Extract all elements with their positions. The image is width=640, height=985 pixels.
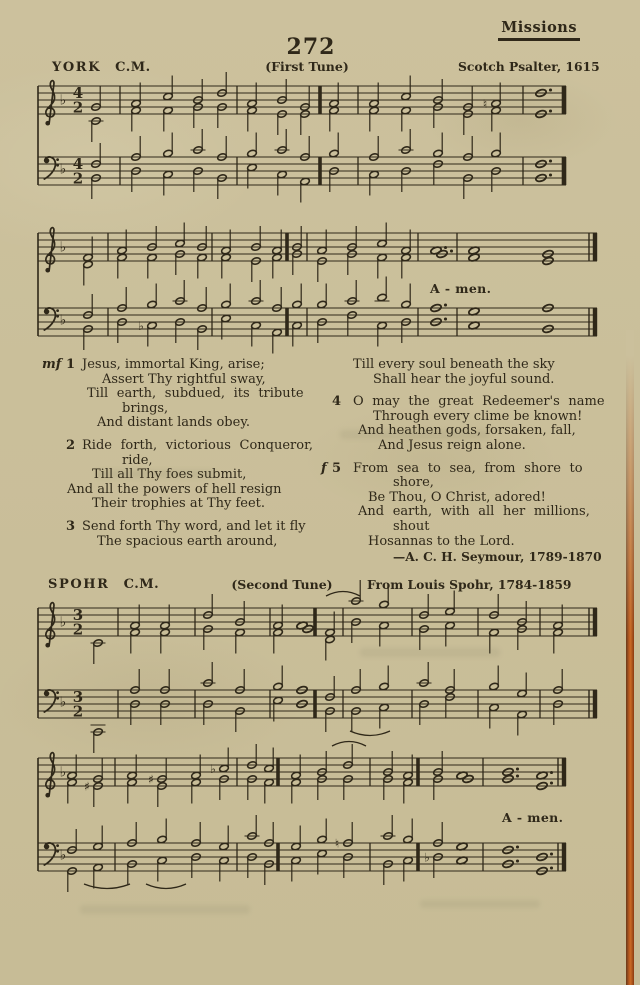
verse-number: 4 xyxy=(332,394,342,410)
verse-text: Their trophies at Thy feet. xyxy=(92,496,266,512)
svg-text:♯: ♯ xyxy=(148,772,154,787)
verse-text: Hosannas to the Lord. xyxy=(368,533,515,549)
svg-text:4: 4 xyxy=(72,84,84,103)
verse-text: brings, xyxy=(122,400,169,416)
verse-text: And earth, with all her millions, xyxy=(358,504,590,520)
svg-text:2: 2 xyxy=(72,169,84,188)
treble-clef-icon xyxy=(45,603,54,648)
bleed-through-smudge xyxy=(360,648,500,657)
second-tune-label: (Second Tune) xyxy=(231,577,333,592)
verse-text: And all the powers of hell resign xyxy=(67,481,282,497)
verse-text: Send forth Thy word, and let it fly xyxy=(82,518,306,534)
svg-text:♮: ♮ xyxy=(482,97,488,111)
svg-text:♮: ♮ xyxy=(334,836,340,851)
verse-line xyxy=(321,373,613,388)
verse-line xyxy=(42,402,334,417)
svg-text:3: 3 xyxy=(72,688,84,707)
treble-clef-icon xyxy=(45,228,54,273)
verse-line xyxy=(42,497,334,512)
amen-label-second-tune: A - men. xyxy=(502,810,564,825)
dynamic-marking: f xyxy=(321,460,327,476)
verse-line xyxy=(321,476,613,491)
verse-number: 5 xyxy=(332,460,342,476)
svg-text:♭: ♭ xyxy=(424,850,430,865)
verse-line xyxy=(42,358,334,373)
verse-line xyxy=(321,439,613,454)
verse-1 xyxy=(42,358,334,431)
verse-text: shore, xyxy=(393,475,434,491)
first-tune-meter: C.M. xyxy=(115,60,151,75)
verse-text: shout xyxy=(393,518,430,534)
verse-line xyxy=(321,505,613,520)
verse-line xyxy=(321,462,613,477)
verse-4 xyxy=(321,395,613,453)
second-tune-meter: C.M. xyxy=(123,577,160,592)
svg-text:♭: ♭ xyxy=(210,762,216,776)
bass-clef-icon xyxy=(44,308,59,330)
bleed-through-smudge xyxy=(80,905,250,914)
verse-line xyxy=(42,439,334,454)
verse-line xyxy=(321,520,613,535)
verse-line xyxy=(321,491,613,506)
verse-line xyxy=(321,535,613,550)
svg-text:4: 4 xyxy=(72,155,84,174)
bleed-through-smudge xyxy=(340,430,490,439)
svg-text:♭: ♭ xyxy=(59,312,67,329)
svg-text:♭: ♭ xyxy=(59,239,67,256)
verse-line xyxy=(321,358,613,373)
verse-text: O may the great Redeemer's name xyxy=(353,394,605,410)
verse-text: And heathen gods, forsaken, fall, xyxy=(358,423,576,439)
verse-text: Shall hear the joyful sound. xyxy=(373,371,555,387)
verse-3 xyxy=(42,520,334,549)
bass-clef-icon xyxy=(44,157,59,179)
svg-text:♭: ♭ xyxy=(138,319,144,333)
verse-line xyxy=(42,520,334,535)
verse-text: Till all Thy foes submit, xyxy=(92,467,247,483)
treble-clef-icon xyxy=(45,753,54,798)
verse-line xyxy=(42,373,334,388)
verse-text: Till earth, subdued, its tribute xyxy=(87,386,304,402)
amen-label-first-tune: A - men. xyxy=(430,281,492,296)
verse-line xyxy=(42,416,334,431)
verse-continuation xyxy=(321,358,613,387)
verse-text: Till every soul beneath the sky xyxy=(353,357,555,372)
svg-text:3: 3 xyxy=(72,606,84,625)
verse-line xyxy=(42,454,334,469)
svg-text:2: 2 xyxy=(72,702,84,721)
verse-text: From sea to sea, from shore to xyxy=(353,460,583,476)
bleed-through-smudge xyxy=(95,470,215,478)
lyrics-column-right xyxy=(321,358,613,557)
hymn-number: 272 xyxy=(286,34,336,60)
verse-line xyxy=(42,387,334,402)
svg-text:♯: ♯ xyxy=(84,779,90,794)
second-tune-source: From Louis Spohr, 1784-1859 xyxy=(367,577,572,592)
york-system-2 xyxy=(38,223,597,354)
svg-text:♭: ♭ xyxy=(59,92,67,109)
verse-5 xyxy=(321,462,613,550)
verse-line xyxy=(42,483,334,498)
section-header: Missions xyxy=(498,19,580,41)
svg-text:♭: ♭ xyxy=(59,614,67,631)
svg-text:2: 2 xyxy=(72,620,84,639)
verse-text: Assert Thy rightful sway, xyxy=(102,371,266,387)
second-tune-name: SPOHR xyxy=(48,577,110,592)
svg-text:♭: ♭ xyxy=(59,694,67,711)
verse-line xyxy=(42,535,334,550)
bass-clef-icon xyxy=(44,690,59,712)
svg-text:♭: ♭ xyxy=(59,847,67,864)
verse-text: Through every clime be known! xyxy=(373,408,583,424)
dynamic-marking: mf xyxy=(42,357,62,372)
first-tune-label: (First Tune) xyxy=(265,59,349,74)
first-tune-source: Scotch Psalter, 1615 xyxy=(458,59,600,74)
verse-text: ride, xyxy=(122,452,153,468)
spohr-system-1 xyxy=(38,580,597,753)
svg-text:2: 2 xyxy=(72,98,84,117)
verse-line xyxy=(321,410,613,425)
verse-number: 3 xyxy=(66,518,76,534)
verse-text: Ride forth, victorious Conqueror, xyxy=(82,437,314,453)
page-edge-fade xyxy=(626,330,634,640)
svg-text:♭: ♭ xyxy=(59,161,67,178)
verse-text: Be Thou, O Christ, adored! xyxy=(368,489,546,505)
author-attribution: —A. C. H. Seymour, 1789-1870 xyxy=(393,550,602,564)
verse-text: And Jesus reign alone. xyxy=(378,437,526,453)
lyrics-column-left xyxy=(42,358,334,557)
verse-text: And distant lands obey. xyxy=(97,415,251,431)
bass-clef-icon xyxy=(44,843,59,865)
verse-text: Jesus, immortal King, arise; xyxy=(82,357,265,372)
bleed-through-smudge xyxy=(420,900,540,908)
york-system-1 xyxy=(38,72,566,203)
svg-text:♭: ♭ xyxy=(59,764,67,781)
verse-number: 1 xyxy=(66,357,76,372)
verse-text: The spacious earth around, xyxy=(97,533,278,549)
first-tune-name: YORK xyxy=(52,60,102,75)
verse-number: 2 xyxy=(66,437,76,453)
verse-line xyxy=(321,395,613,410)
spohr-system-2 xyxy=(38,742,566,893)
treble-clef-icon xyxy=(45,81,54,126)
